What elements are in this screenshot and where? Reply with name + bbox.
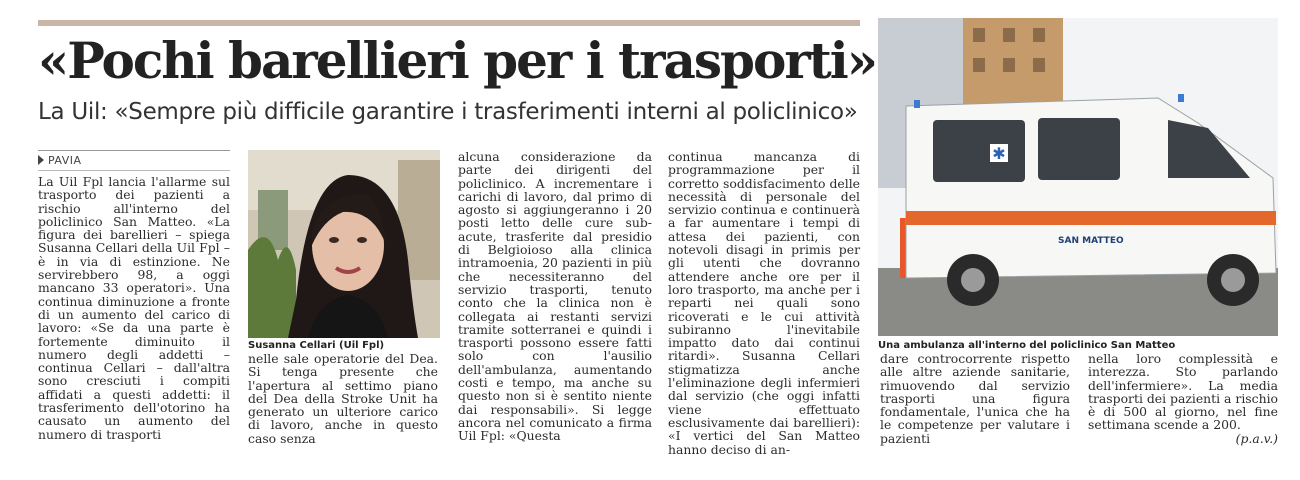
article-column-1 bbox=[38, 175, 230, 441]
article-column-5 bbox=[880, 352, 1070, 445]
article-text-4: continua mancanza di programmazione per il corretto soddisfacimento delle necessità di personale del servizio continua e continuerà a far aumentare i tempi di attesa dei pazienti, con notevoli disagi in primis per gli utenti che dovranno attendere anche ore per il loro trasporto, ma anche per i reparti nei quali sono ricoverati e le cui attività subiranno l'inevitabile impatto dato dai continui ritardi». Susanna Cellari stigmatizza anche l'eliminazione degli infermieri dal servizio (che oggi infatti viene effettuato esclusivamente dai barellieri): «I vertici del San Matteo hanno deciso di an- bbox=[668, 149, 860, 457]
article-column-3 bbox=[458, 150, 652, 443]
author-signature: (p.a.v.) bbox=[1235, 430, 1278, 446]
photo-caption-1: Susanna Cellari (Uil Fpl) bbox=[248, 340, 385, 351]
dateline-bottom-rule bbox=[38, 170, 230, 171]
headline: «Pochi barellieri per i trasporti» bbox=[38, 31, 877, 90]
ambulance-photo bbox=[878, 18, 1278, 336]
article-text-3: alcuna considerazione da parte dei dirigenti del policlinico. A incrementare i carichi di lavoro, dal primo di agosto si aggiungeranno i 20 posti letto delle cure sub-acute, trasferite dal presidio di Belgioioso alla clinica intramoenia, 20 pazienti in più che necessiteranno del servizio trasporti, tenuto conto che la clinica non è collegata ai restanti servizi tramite sotterranei e quindi i trasporti possono essere fatti solo con l'ausilio dell'ambulanza, aumentando costi e tempo, ma anche su questo non si è sentito niente dai responsabili». Si legge ancora nel comunicato a firma Uil Fpl: «Questa bbox=[458, 149, 652, 444]
ambulance-illustration bbox=[878, 18, 1278, 336]
subheadline: La Uil: «Sempre più difficile garantire i trasferimenti interni al policlinico» bbox=[38, 99, 858, 125]
article-text-6 bbox=[1088, 351, 1278, 446]
ambulance-lettering: SAN MATTEO bbox=[1058, 236, 1124, 246]
article-column-2 bbox=[248, 352, 438, 445]
article-column-6 bbox=[1088, 352, 1278, 445]
article-column-4 bbox=[668, 150, 860, 456]
svg-text:✱: ✱ bbox=[992, 144, 1006, 163]
article-text-2: nelle sale operatorie del Dea. Si tenga presente che l'apertura al settimo piano del Dea della Stroke Unit ha generato un ulteriore carico di lavoro, anche in questo caso senza bbox=[248, 351, 438, 446]
dateline bbox=[38, 154, 82, 167]
article-text-5: dare controcorrente rispetto alle altre aziende sanitarie, rimuovendo dal servizio trasporti una figura fondamentale, l'unica che ha le competenze per valutare i pazienti bbox=[880, 351, 1070, 446]
dateline-top-rule bbox=[38, 150, 230, 151]
portrait-photo bbox=[248, 150, 440, 338]
article-text-1: La Uil Fpl lancia l'allarme sul trasporto dei pazienti a rischio all'interno del policlinico San Matteo. «La figura dei barellieri – spiega Susanna Cellari della Uil Fpl – è in via di estinzione. Ne servirebbero 98, a oggi mancano 33 operatori». Una continua diminuzione a fronte di un aumento del carico di lavoro: «Se da una parte è fortemente diminuito il numero degli addetti – continua Cellari – dall'altra sono cresciuti i compiti affidati a questi addetti: il trasferimento dell'otorino ha causato un aumento del numero di trasporti bbox=[38, 174, 230, 442]
article-text-6-body: nella loro complessità e interezza. Sto parlando dell'infermiere». La media trasporti dei pazienti a rischio è di 500 al giorno, nel fine settimana scende a 200. bbox=[1088, 351, 1278, 433]
dateline-text: PAVIA bbox=[48, 154, 82, 167]
portrait-illustration bbox=[248, 150, 440, 338]
photo-caption-2: Una ambulanza all'interno del policlinico San Matteo bbox=[878, 340, 1176, 351]
triangle-icon bbox=[38, 155, 44, 165]
top-rule bbox=[38, 20, 860, 26]
